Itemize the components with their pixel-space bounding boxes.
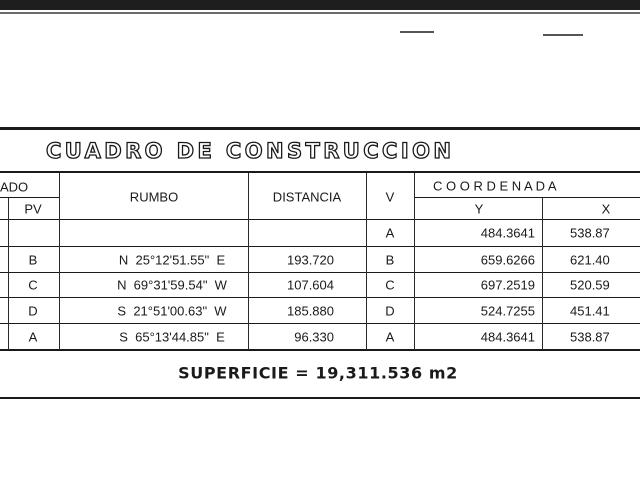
cell-y: 484.3641 bbox=[480, 329, 535, 345]
cell-x: 538.87 bbox=[570, 329, 610, 345]
header-rumbo: RUMBO bbox=[129, 189, 179, 205]
cell-y: 697.2519 bbox=[480, 277, 535, 293]
cell-x: 451.41 bbox=[570, 303, 610, 319]
cell-v: D bbox=[385, 303, 395, 319]
table-top-border bbox=[0, 127, 640, 130]
col-divider bbox=[366, 173, 367, 350]
col-divider bbox=[59, 173, 60, 350]
cell-distancia: 107.604 bbox=[287, 277, 334, 293]
cell-rumbo: N 25°12'51.55" E bbox=[118, 252, 226, 268]
cell-rumbo: S 65°13'44.85" E bbox=[119, 329, 225, 345]
row-divider bbox=[0, 297, 640, 298]
cell-pv: D bbox=[28, 303, 38, 319]
cell-v: A bbox=[385, 329, 395, 345]
cell-distancia: 96.330 bbox=[294, 329, 334, 345]
header-x: X bbox=[601, 201, 611, 217]
col-divider bbox=[542, 198, 543, 350]
col-divider bbox=[248, 173, 249, 350]
col-divider bbox=[414, 173, 415, 350]
cell-v: B bbox=[385, 252, 395, 268]
cell-y: 484.3641 bbox=[480, 225, 535, 241]
cell-v: C bbox=[385, 277, 395, 293]
header-y: Y bbox=[474, 201, 484, 217]
cell-y: 524.7255 bbox=[480, 303, 535, 319]
cell-v: A bbox=[385, 225, 395, 241]
header-pv: PV bbox=[24, 201, 42, 217]
header-coordenadas: C O O R D E N A D A bbox=[433, 178, 557, 194]
cell-x: 621.40 bbox=[570, 252, 610, 268]
cell-distancia: 185.880 bbox=[287, 303, 334, 319]
subheader-divider-coords bbox=[414, 197, 640, 198]
header-divider bbox=[0, 219, 640, 220]
subheader-divider-left bbox=[0, 197, 60, 198]
header-lado: ADO bbox=[0, 179, 29, 195]
cell-distancia: 193.720 bbox=[287, 252, 334, 268]
cell-pv: C bbox=[28, 277, 38, 293]
row-divider bbox=[0, 246, 640, 247]
title-divider bbox=[0, 171, 640, 173]
table-body-bottom bbox=[0, 349, 640, 351]
cell-rumbo: N 69°31'59.54" W bbox=[117, 277, 227, 293]
table-bottom-border bbox=[0, 397, 640, 399]
header-v: V bbox=[385, 189, 395, 205]
cell-pv: B bbox=[28, 252, 38, 268]
cell-x: 538.87 bbox=[570, 225, 610, 241]
row-divider bbox=[0, 272, 640, 273]
col-divider bbox=[8, 198, 9, 350]
row-divider bbox=[0, 323, 640, 324]
cell-pv: A bbox=[28, 329, 38, 345]
table-title: CUADRO DE CONSTRUCCION bbox=[46, 139, 455, 163]
superficie-total: SUPERFICIE = 19,311.536 m2 bbox=[178, 363, 458, 383]
cell-rumbo: S 21°51'00.63" W bbox=[117, 303, 227, 319]
header-distancia: DISTANCIA bbox=[272, 189, 342, 205]
cell-x: 520.59 bbox=[570, 277, 610, 293]
cell-y: 659.6266 bbox=[480, 252, 535, 268]
